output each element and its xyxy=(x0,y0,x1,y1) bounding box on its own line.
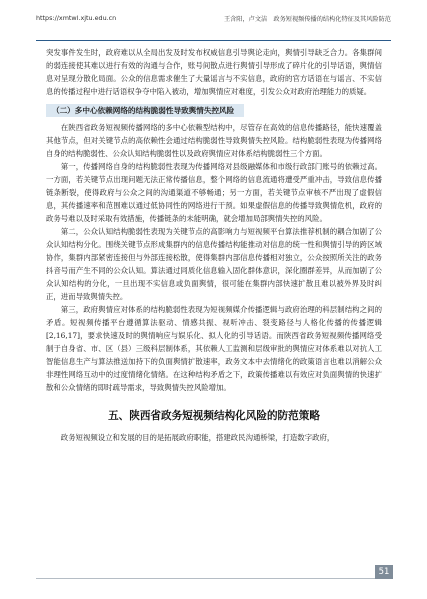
header-rule xyxy=(36,40,391,41)
paragraph: 第二，公众认知结构脆弱性表现为关键节点的高影响力与短视频平台算法推荐机制的耦合加剧了公众认知结构分化。围绕关键节点形成集群内的信息传播结构能推动对信息的统一性和舆情引导的跨区域协作，集群内部紧密连接但与外部连接松散，使得集群内部信息传播相对独立，公众按照所关注的政务抖音号而产生不同的公众认知。算法通过同质化信息输入固化群体意识，深化圈群差异，从而加剧了公众认知结构的分化，一旦出现不实信息或负面舆情，很可能在集群内部快速扩散且难以被外界及时纠正，进而导致舆情失控。 xyxy=(46,227,382,301)
section-heading: 五、陕西省政务短视频结构化风险的防范策略 xyxy=(108,410,320,422)
paragraph: 政务短视频设立和发展的目的是拓展政府职能，搭建政民沟通桥梁，打造数字政府， xyxy=(60,433,335,442)
running-title: 王含阳，卢文洁 政务短视频传播的结构化特征及其风险防范 xyxy=(223,16,391,23)
paragraph: 在陕西省政务短视频传播网络的多中心依赖型结构中，尽管存在高效的信息传播路径，能快速覆盖其他节点，但对关键节点的高依赖性会通过结构脆弱性导致舆情失控风险。结构脆弱性表现为传播网络自身的结构脆弱性、公众认知结构脆弱性以及政府舆情应对体系结构脆弱性三个方面。 xyxy=(46,123,382,158)
paragraph-continued: 突发事件发生时，政府难以从全局出发及时发布权威信息引导舆论走向，舆情引导缺乏合力。各集群间的弱连接使其难以进行有效的沟通与合作，账号间散点进行舆情引导形成了碎片化的引导话语，舆情信息对呈现分散化局面。公众的信息需求催生了大量谣言与不实信息，政府的官方话语在与谣言、不实信息的传播过程中进行话语权争夺中陷入被动，增加舆情应对难度，引发公众对政府治理能力的质疑。 xyxy=(46,48,382,96)
subsection-heading: （二）多中心依赖网络的结构脆弱性导致舆情失控风险 xyxy=(46,104,244,117)
running-header xyxy=(0,14,427,28)
paragraph: 第一，传播网络自身的结构脆弱性表现为传播网络对县级融媒体和市级行政部门账号的依赖过高。一方面，若关键节点出现问题无法正常传播信息，整个网络的信息流通将遭受严重冲击，导致信息传播链条断裂，使得政府与公众之间的沟通渠道不够畅通；另一方面，若关键节点审核不严出现了虚假信息，其传播速率和范围难以通过低协同性的网络进行干预。如果虚假信息的传播导致舆情危机，政府的政务号难以及时采取有效措施，传播链条的未能明确，就会增加局部舆情失控的风险。 xyxy=(46,162,382,223)
paragraph: 第三，政府舆情应对体系的结构脆弱性表现为短视频媒介传播逻辑与政府治理的科层制结构之间的矛盾。短视频传播平台遵循算法驱动、情感共振、视听冲击、裂变路径与人格化传播的传播逻辑[2,16,17]，要求快速及时的舆情响应与娱乐化、拟人化的引导话语。而陕西省政务短视频传播网络受制于自身省、市、区（县）三级科层制体系，其依赖人工监测和层级审批的舆情应对体系难以对抗人工智能信息生产与算法推送加持下的负面舆情扩散速率，政务文本中去情绪化的政策语言也难以消解公众非理性网络互动中的过度情绪化情绪。在这种结构矛盾之下，政策传播难以有效应对负面舆情的快速扩散和公众情绪的即时疏导需求，导致舆情失控风险增加。 xyxy=(46,305,382,392)
journal-url[interactable]: https://xmtwl.xjtu.edu.cn xyxy=(36,14,117,22)
page-number: 51 xyxy=(375,565,393,579)
article-body xyxy=(46,46,382,444)
footer-rule xyxy=(36,578,393,579)
